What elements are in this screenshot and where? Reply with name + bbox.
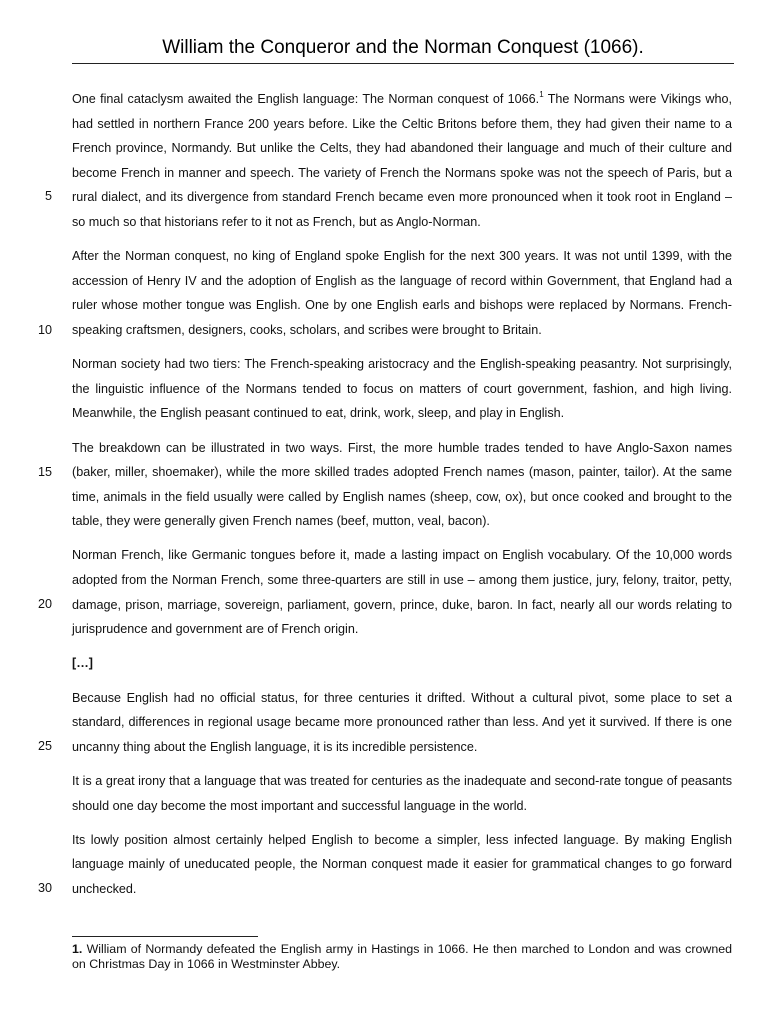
line-number-30: 30 (37, 881, 52, 895)
footnote-number: 1. (72, 942, 83, 956)
paragraph-6: Because English had no official status, for three centuries it drifted. Without a cultural pivot, some place to set a standard, differences in regional usage became more pronounced rather than less. And yet it survived. If there is one uncanny thing about the English language, it is its incredible persistence. (72, 690, 732, 754)
article-body (72, 87, 732, 911)
line-number-25: 25 (37, 739, 52, 753)
footnote-divider (72, 936, 258, 937)
paragraph-1 (72, 87, 732, 235)
footnote-reference: 1 (539, 89, 544, 99)
paragraph-3: Norman society had two tiers: The French-speaking aristocracy and the English-speaking peasantry. Not surprisingly, the linguistic influence of the Normans tended to focus on matters of court government, fashion, and high living. Meanwhile, the English peasant continued to eat, drink, work, sleep, and play in English. (72, 357, 732, 421)
paragraph-4: The breakdown can be illustrated in two ways. First, the more humble trades tended to have Anglo-Saxon names (baker, miller, shoemaker), while the more skilled trades adopted French names (mason, painter, tailor). At the same time, animals in the field usually were called by English names (sheep, cow, ox), but once cooked and brought to the table, they were generally given French names (beef, mutton, veal, bacon). (72, 440, 732, 529)
omission-marker: […] (72, 656, 93, 671)
line-number-10: 10 (37, 323, 52, 337)
line-number-15: 15 (37, 465, 52, 479)
title-underline (72, 63, 734, 64)
paragraph-2: After the Norman conquest, no king of England spoke English for the next 300 years. It was not until 1399, with the accession of Henry IV and the adoption of English as the language of record within Government, that England had a ruler whose mother tongue was English. One by one English earls and bishops were replaced by Normans. French-speaking craftsmen, designers, cooks, scholars, and scribes were brought to Britain. (72, 249, 732, 337)
paragraph-5: Norman French, like Germanic tongues before it, made a lasting impact on English vocabulary. Of the 10,000 words adopted from the Norman French, some three-quarters are still in use – among them justice, jury, felony, traitor, petty, damage, prison, marriage, sovereign, parliament, govern, prince, duke, baron. In fact, nearly all our words relating to jurisprudence and government are of French origin. (72, 548, 732, 637)
paragraph-7: It is a great irony that a language that was treated for centuries as the inadequate and second-rate tongue of peasants should one day become the most important and successful language in the world. (72, 774, 732, 813)
footnote-text: William of Normandy defeated the English army in Hastings in 1066. He then marched to London and was crowned on Christmas Day in 1066 in Westminster Abbey. (72, 942, 732, 971)
page-title: William the Conqueror and the Norman Conquest (1066). (162, 37, 644, 58)
line-number-20: 20 (37, 597, 52, 611)
line-number-5: 5 (44, 189, 52, 203)
paragraph-text: One final cataclysm awaited the English language: The Norman conquest of 1066. (72, 92, 540, 106)
footnote (72, 942, 732, 972)
paragraph-text-continued: The Normans were Vikings who, had settled in northern France 200 years before. Like the Celtic Britons before them, they had given their name to a French province, Normandy. But unlike the Celts, they had abandoned their language and much of their culture and become French in manner and speech. The variety of French the Normans spoke was not the speech of Paris, but a rural dialect, and its divergence from standard French became even more pronounced when it took root in England – so much so that historians refer to it not as French, but as Anglo-Norman. (72, 92, 732, 229)
paragraph-8: Its lowly position almost certainly helped English to become a simpler, less infected language. By making English language mainly of uneducated people, the Norman conquest made it easier for grammatical changes to go forward unchecked. (72, 832, 732, 896)
